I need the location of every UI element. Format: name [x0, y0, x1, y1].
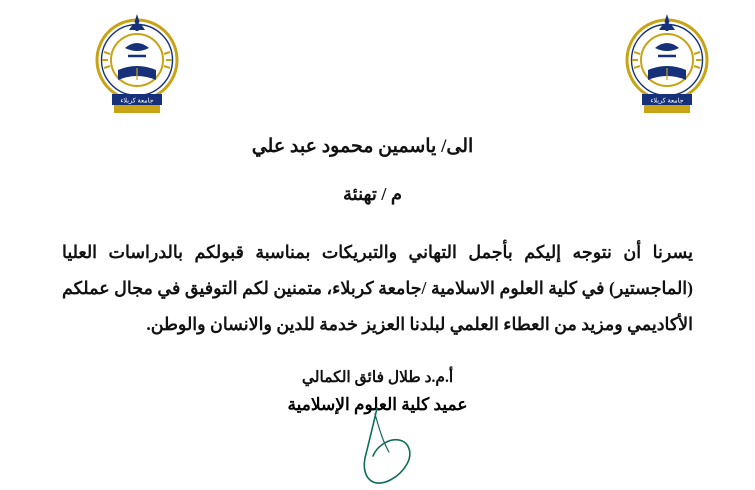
university-emblem-left: [82, 8, 192, 123]
letter-body: [0, 135, 755, 343]
recipient-line: الى/ ياسمين محمود عبد علي: [251, 136, 474, 157]
letter-paragraphs: [40, 235, 715, 343]
letter-paragraph: يسرنا أن نتوجه إليكم بأجمل التهاني والتبريكات بمناسبة قبولكم بالدراسات العليا (الماجستير) في كلية العلوم الاسلامية /جامعة كربلاء، متمنين لكم التوفيق في مجال عملكم الأكاديمي ومزيد من العطاء العلمي لبلدنا العزيز خدمة للدين والانسان والوطن.: [62, 242, 693, 334]
signature-block: [0, 368, 755, 415]
signature-title: عميد كلية العلوم الإسلامية: [287, 395, 468, 414]
svg-text:جامعة كربلاء: جامعة كربلاء: [120, 97, 154, 105]
subject-line: م / تهنئة: [343, 184, 402, 204]
university-emblem-right: [612, 8, 722, 123]
signature-name: أ.م.د طلال فائق الكمالي: [301, 369, 454, 386]
handwritten-signature-mark: [0, 408, 755, 488]
svg-text:جامعة كربلاء: جامعة كربلاء: [650, 97, 684, 105]
